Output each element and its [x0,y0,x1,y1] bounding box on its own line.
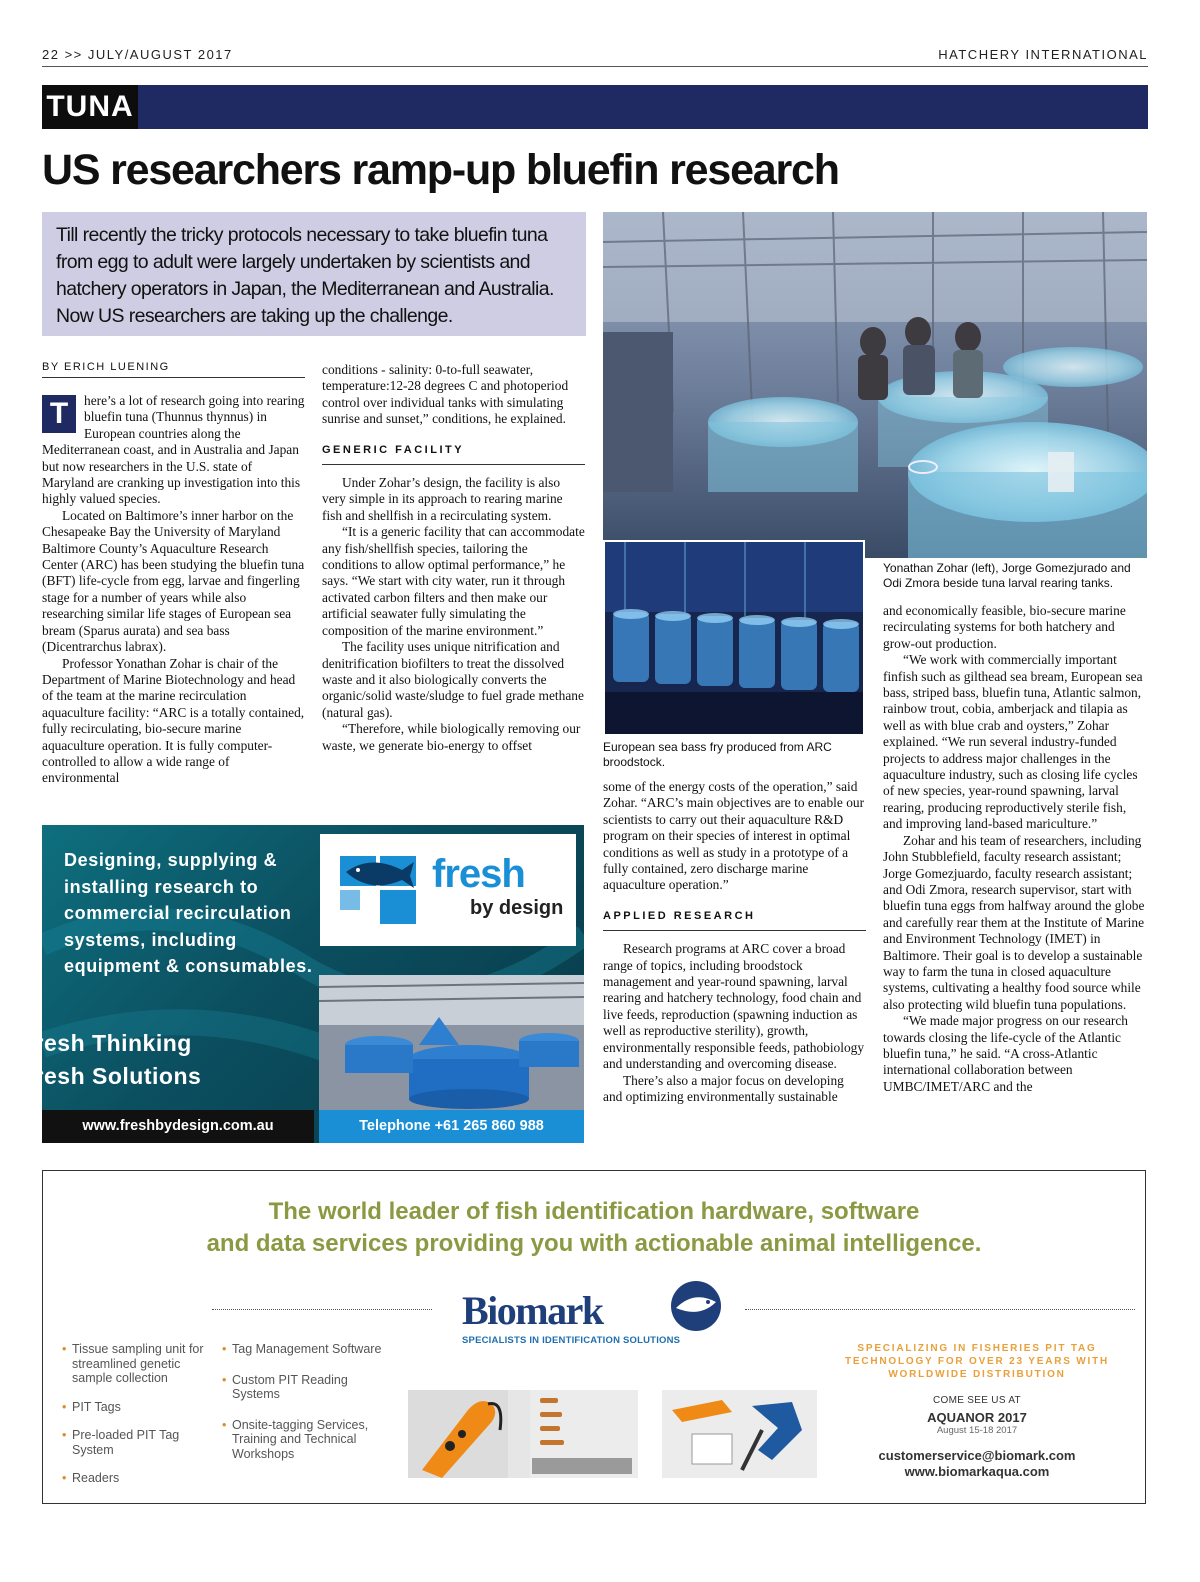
bullet-item: • Pre-loaded PIT Tag System [62,1428,212,1457]
section-banner [42,85,1148,129]
article-column-2 [322,362,585,754]
subhead-generic-facility: GENERIC FACILITY [322,442,585,465]
ad-fresh-telephone[interactable]: Telephone +61 265 860 988 [319,1110,584,1143]
byline: BY ERICH LUENING [42,361,305,378]
paragraph: Research programs at ARC cover a broad range of topics, including broodstock management and year-round spawning, larval rearing and hatchery technology, food chain and live feeds, reproduction (spawning induction as well as reproductive sterility), growth, environmentally responsible feeds, pathobiology and understanding and overcoming disease. [603,941,865,1072]
biomark-bullets-left [62,1342,212,1496]
paragraph: and economically feasible, bio-secure marine recirculating systems for both hatchery and grow-out production. [883,603,1126,651]
bullet-item: • Readers [62,1471,212,1486]
paragraph: here’s a lot of research going into rearing bluefin tuna (Thunnus thynnus) in European countries along the Mediterranean coast, and in Australia and Japan but now researchers in the U.S. state of Maryland are cranking up investigation into this highly valued species. [42,393,305,507]
tag-injector-illustration [662,1390,817,1478]
secondary-photo-caption: European sea bass fry produced from ARC broodstock. [603,740,832,769]
come-see-us: COME SEE US AT [933,1395,1021,1406]
main-photo-caption: Yonathan Zohar (left), Jorge Gomezjurado and Odi Zmora beside tuna larval rearing tanks. [883,561,1131,590]
publication-name: HATCHERY INTERNATIONAL [938,47,1148,62]
bullet-item: • Tissue sampling unit for streamlined genetic sample collection [62,1342,212,1386]
biomark-title-line-1: The world leader of fish identification hardware, software [268,1198,920,1225]
ad-fresh-tagline: Designing, supplying & installing research to commercial recirculation systems, including equipment & consumables. [64,850,313,976]
fresh-logo-fish-icon [340,848,420,938]
biomark-product-reader [408,1390,638,1478]
section-tag: TUNA [42,85,138,129]
bullet-item: • Custom PIT Reading Systems [222,1373,382,1402]
fresh-by-design-logo [320,834,576,946]
biomark-product-injector [662,1390,817,1478]
page-number-date: 22 >> JULY/AUGUST 2017 [42,47,233,62]
article-column-1 [42,393,305,787]
paragraph: “It is a generic facility that can accommodate any fish/shellfish species, tailoring the conditions to allow optimal performance,” he says. “We start with city water, run it through activated carbon filters and then make our artificial seawater fully simulating the composition of the marine environment.” [322,524,585,638]
bullet-item: • Onsite-tagging Services, Training and Technical Workshops [222,1418,382,1462]
subhead-applied-research: APPLIED RESEARCH [603,908,866,931]
handheld-reader-and-tags-illustration [408,1390,638,1478]
headline: US researchers ramp-up bluefin research [42,146,839,194]
paragraph: There’s also a major focus on developing and optimizing environmentally sustainable [603,1072,844,1104]
fresh-logo-wordmark: fresh [432,852,525,896]
paragraph: conditions - salinity: 0-to-full seawater, temperature:12-28 degrees C and photoperiod control over individual tanks with simulating sunrise and sunset,” conditions, he explained. [322,362,569,427]
paragraph: Under Zohar’s design, the facility is also very simple in its approach to rearing marine fish and shellfish in a recirculating system. [322,475,563,523]
biomark-logo-wordmark: Biomark [462,1288,603,1333]
biomark-specializing-text: SPECIALIZING IN FISHERIES PIT TAG TECHNOLOGY FOR OVER 23 YEARS WITH WORLDWIDE DISTRIBUTION [844,1343,1110,1380]
sea-bass-tanks-illustration [605,542,865,736]
tank-room-illustration [603,212,1147,558]
biomark-title-line-2: and data services providing you with actionable animal intelligence. [206,1230,982,1257]
paragraph: Located on Baltimore’s inner harbor on the Chesapeake Bay the University of Maryland Baltimore County’s Aquaculture Research Center (ARC) has been studying the bluefin tuna (BFT) life-cycle from egg, larvae and fingerling stage for a number of years while also researching similar life stages of European sea bream (Sparus aurata) and sea bass (Dicentrarchus labrax). [42,507,305,655]
divider-left [212,1309,432,1310]
biomark-contact [842,1395,1112,1479]
paragraph: “We made major progress on our research towards closing the life-cycle of the Atlantic bluefin tuna,” he said. “A cross-Atlantic international collaboration between UMBC/IMET/ARC and the [883,1013,1128,1094]
secondary-photo-sea-bass-fry [603,540,865,736]
bullet-item: • Tag Management Software [222,1342,382,1357]
fresh-logo-subtitle: by design [470,897,564,919]
paragraph: The facility uses unique nitrification and denitrification biofilters to treat the dissolved waste and it also biologically converts the organic/solid waste/sludge to fuel grade methane (natural gas). [322,639,584,720]
recirculation-tanks-illustration [319,975,584,1110]
biomark-bullets-right [222,1342,382,1471]
bullet-item: • PIT Tags [62,1400,212,1415]
ad-fresh-slogan-1: Fresh Thinking [20,1030,192,1056]
biomark-logo-tagline: SPECIALISTS IN IDENTIFICATION SOLUTIONS [462,1335,681,1346]
biomark-email-link[interactable]: customerservice@biomark.com [878,1448,1076,1463]
event-dates: August 15-18 2017 [936,1425,1018,1436]
paragraph: Zohar and his team of researchers, including John Stubblefield, faculty research assistant; Jorge Gomezjuardo, faculty research assistant; and Odi Zmora, research supervisor, start with bluefin tuna eggs from halfway around the globe and carefully rear them at the Institute of Marine and Environment Technology (IMET) in Baltimore. Their goal is to develop a sustainable way to farm the tuna in closed aquaculture systems, cultivating a healthy food source while also protecting wild bluefin tuna populations. [883,832,1145,1012]
paragraph: “Therefore, while biologically removing our waste, we generate bio-energy to offset [322,721,581,753]
biomark-website-link[interactable]: www.biomarkaqua.com [904,1464,1050,1479]
ad-fresh-website-link[interactable]: www.freshbydesign.com.au [42,1110,314,1143]
drop-cap: T [42,395,76,433]
deck: Till recently the tricky protocols necessary to take bluefin tuna from egg to adult were largely undertaken by scientists and hatchery operators in Japan, the Mediterranean and Australia. Now US researchers are taking up the challenge. [42,212,586,336]
paragraph: “We work with commercially important finfish such as gilthead sea bream, European sea bass, striped bass, bluefin tuna, Atlantic salmon, rainbow trout, cobia, amberjack and tilapia as well as with blue crab and oysters,” Zohar explained. “We run several industry-funded projects to address major challenges in the aquaculture industry, such as closing life cycles of new species, year-round spawning, larval rearing, producing reproductively sterile fish, and improving land-based mariculture.” [883,652,1143,832]
event-name: AQUANOR 2017 [927,1410,1027,1425]
paragraph: some of the energy costs of the operation,” said Zohar. “ARC’s main objectives are to enable our scientists to carry out their aquaculture R&D program on their species of interest in optimal conditions as well as study in a prototype of a fully contained, zero discharge marine aquaculture operation.” [603,779,865,893]
article-column-3 [603,779,866,1105]
divider-right [745,1309,1135,1310]
biomark-ad-title [42,1196,1146,1260]
main-photo-tank-room [603,212,1147,558]
ad-fresh-tank-photo [319,975,584,1110]
ad-fresh-slogan-2: Fresh Solutions [20,1063,202,1089]
biomark-fish-icon [664,1278,728,1334]
header-rule [42,66,1148,67]
article-column-4 [883,603,1147,1095]
paragraph: Professor Yonathan Zohar is chair of the Department of Marine Biotechnology and head of the team at the marine recirculation aquaculture facility: “ARC is a totally contained, fully recirculating, bio-secure marine aquaculture operation. It is fully computer-controlled to allow a wide range of environmental [42,655,305,786]
